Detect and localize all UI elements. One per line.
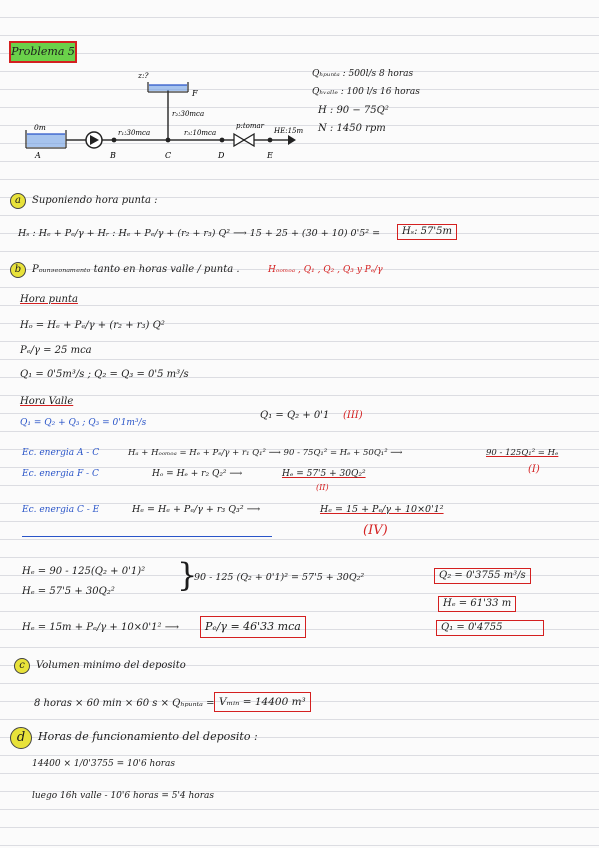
hora-valle-eq1: Q₁ = Q₂ + Q₃ ; Q₃ = 0'1m³/s xyxy=(20,418,147,428)
section-c-equation: 8 horas × 60 min × 60 s × Qₕₚᵤₙₜₐ = xyxy=(34,698,215,709)
section-a-result: Hₛ: 57'5m xyxy=(397,224,457,240)
tank-a xyxy=(26,130,66,148)
result-q1: Q₁ = 0'4755 xyxy=(436,620,544,636)
data-flow-peak: Qₕₚᵤₙₜₐ : 500l/s 8 horas xyxy=(312,69,414,79)
label-r1: r₁:30mca xyxy=(118,129,151,137)
label-0m: 0m xyxy=(34,123,46,132)
system-brace: } xyxy=(177,556,198,594)
section-c-result: Vₘᵢₙ = 14400 m³ xyxy=(214,692,311,712)
label-he: HE:15m xyxy=(274,127,304,135)
equation-tag-iv: (IV) xyxy=(363,523,388,538)
label-z: z:? xyxy=(138,71,149,80)
energy-ac-equation: Hₐ + Hₒₒₘₒₐ = Hₑ + Pₑ/γ + r₁ Q₁² ⟶ 90 - 75Q₁² = Hₑ + 50Q₁² ⟶ xyxy=(128,448,403,458)
section-d-badge: d xyxy=(10,727,32,749)
pump-icon xyxy=(86,132,102,148)
section-a-heading: Suponiendo hora punta : xyxy=(32,195,158,206)
section-b-badge: b xyxy=(10,262,26,278)
equation-tag-ii: (II) xyxy=(316,483,329,492)
data-pump-curve: H : 90 − 75Q² xyxy=(318,105,389,116)
pressure-equation: Hₑ = 15m + Pₑ/γ + 10×0'1² ⟶ xyxy=(22,622,180,633)
label-r3: r₃:10mca xyxy=(184,129,217,137)
data-pump-speed: N : 1450 rpm xyxy=(318,123,386,134)
energy-fc-equation: Hₒ = Hₑ + r₂ Q₂² ⟶ xyxy=(152,469,243,479)
section-c-badge: c xyxy=(14,658,30,674)
energy-ce-result: Hₑ = 15 + Pₑ/γ + 10×0'1² xyxy=(320,504,444,515)
system-combined: 90 - 125 (Q₂ + 0'1)² = 57'5 + 30Q₂² xyxy=(194,572,365,583)
section-d-eq2: luego 16h valle - 10'6 horas = 5'4 horas xyxy=(32,791,215,801)
node-c: C xyxy=(165,151,172,160)
section-b-heading: Pₒᵤₙₔₑₒₙₐₘₑₙₜₒ tanto en horas valle / punta . xyxy=(32,264,240,275)
section-b-unknowns: Hₒₒₘₒₐ , Q₁ , Q₂ , Q₃ y Pₑ/γ xyxy=(268,265,383,275)
pipe-network-diagram xyxy=(0,60,310,170)
valve-icon xyxy=(234,134,254,146)
equation-tag-iii: (III) xyxy=(343,410,363,421)
tank-f xyxy=(148,82,188,92)
node-a: A xyxy=(35,151,41,160)
page-title: Problema 5 xyxy=(9,41,77,63)
energy-ce-equation: Hₑ = Hₑ + Pₑ/γ + r₃ Q₃² ⟶ xyxy=(132,504,261,515)
hora-punta-eq3: Q₁ = 0'5m³/s ; Q₂ = Q₃ = 0'5 m³/s xyxy=(20,369,189,380)
section-a-equation: Hₛ : Hₑ + Pₑ/γ + Hᵣ : Hₑ + Pₑ/γ + (r₂ + r₃) Q² ⟶ 15 + 25 + (30 + 10) 0'5² = xyxy=(18,228,381,239)
label-r2: r₂:30mca xyxy=(172,110,205,118)
system-eq-1: Hₑ = 90 - 125(Q₂ + 0'1)² xyxy=(22,566,146,577)
data-flow-valley: Qₕᵥₐₗₗₑ : 100 l/s 16 horas xyxy=(312,87,420,97)
section-a-badge: a xyxy=(10,193,26,209)
result-q2: Q₂ = 0'3755 m³/s xyxy=(434,568,531,584)
outlet-arrow-icon xyxy=(288,135,296,145)
node-d: D xyxy=(218,151,225,160)
pressure-result: Pₑ/γ = 46'33 mca xyxy=(200,616,306,638)
energy-ac-result: 90 - 125Q₁² = Hₑ xyxy=(486,448,559,458)
hora-punta-eq2: Pₑ/γ = 25 mca xyxy=(20,345,92,356)
energy-ce-label: Ec. energia C - E xyxy=(22,505,100,515)
equation-tag-i: (I) xyxy=(528,464,540,475)
node-e: E xyxy=(267,151,273,160)
section-divider xyxy=(22,536,272,537)
hora-valle-label: Hora Valle xyxy=(20,396,74,407)
label-f: F xyxy=(192,89,198,98)
hora-punta-label: Hora punta xyxy=(20,294,78,305)
energy-fc-result: Hₑ = 57'5 + 30Q₂² xyxy=(282,469,366,479)
section-d-heading: Horas de funcionamiento del deposito : xyxy=(38,730,258,743)
section-c-heading: Volumen minimo del deposito xyxy=(36,660,186,671)
energy-fc-label: Ec. energia F - C xyxy=(22,469,99,479)
label-p: p:tomar xyxy=(236,122,265,130)
hora-valle-eq3: Q₁ = Q₂ + 0'1 xyxy=(260,410,330,421)
system-eq-2: Hₑ = 57'5 + 30Q₂² xyxy=(22,586,115,597)
result-hc: Hₑ = 61'33 m xyxy=(438,596,516,612)
hora-punta-eq1: Hₒ = Hₑ + Pₑ/γ + (r₂ + r₃) Q² xyxy=(20,320,165,331)
energy-ac-label: Ec. energia A - C xyxy=(22,448,100,458)
node-b: B xyxy=(110,151,116,160)
section-d-eq1: 14400 × 1/0'3755 = 10'6 horas xyxy=(32,759,176,769)
